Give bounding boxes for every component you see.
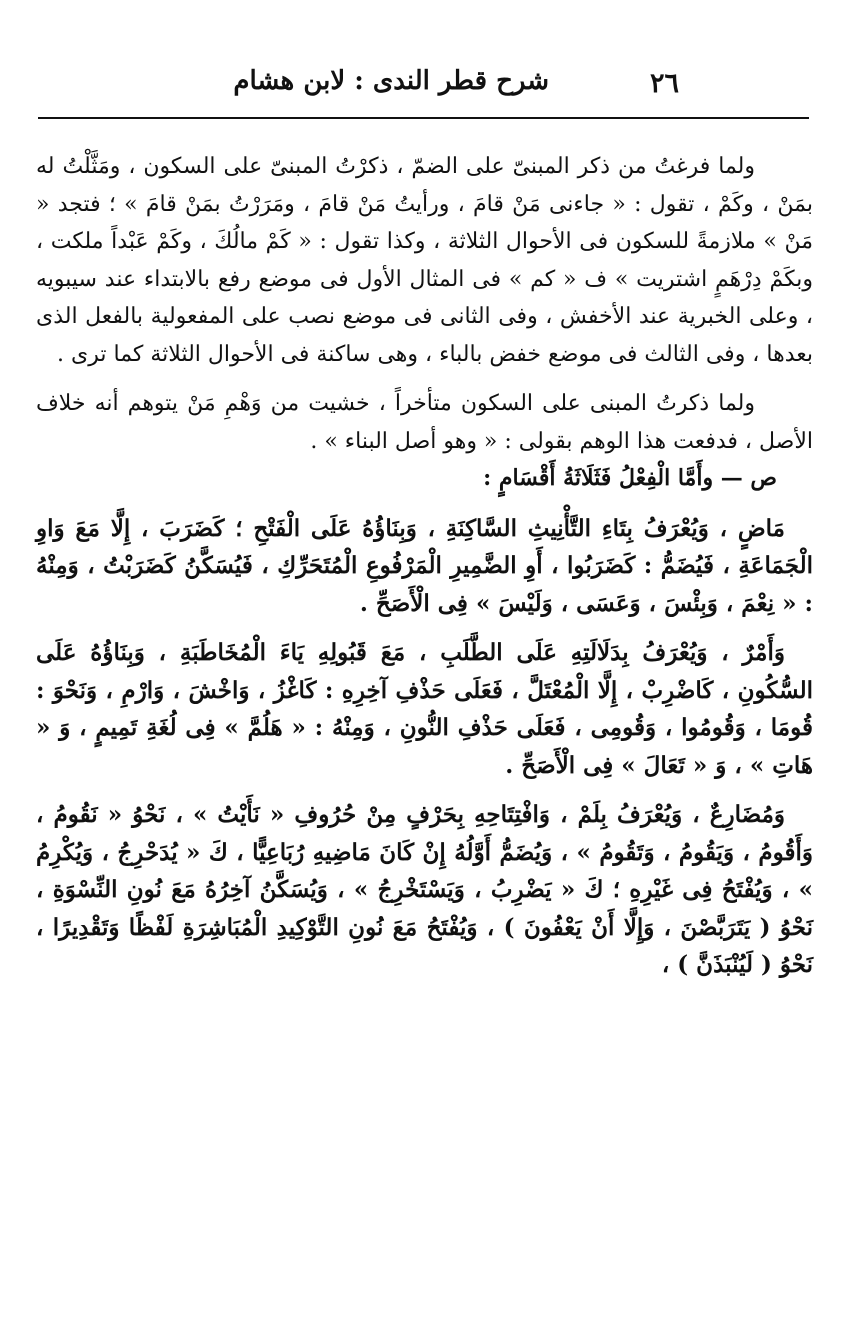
matn-paragraph: وَأَمْرٌ ، وَيُعْرَفُ بِدَلَالَتِهِ عَلَى الطَّلَبِ ، مَعَ قَبُولِهِ يَاءَ الْمُخَاطَبَةِ ، وَبِنَاؤُهُ عَلَى السُّكُونِ ، كَاضْرِبْ ، إِلَّا الْمُعْتَلَّ ، فَعَلَى حَذْفِ آخِرِهِ : كَاغْزُ ، وَاخْشَ ، وَارْمِ ، وَنَحْوَ : قُومَا ، وَقُومُوا ، وَقُومِى ، فَعَلَى حَذْفِ النُّونِ ، وَمِنْهُ : « هَلُمَّ » فِى لُغَةِ تَمِيمٍ ، وَ « هَاتِ » ، وَ « تَعَالَ » فِى الْأَصَحِّ .	[36, 639, 813, 779]
page-header	[40, 62, 809, 108]
page-body	[36, 148, 813, 984]
matn-paragraph: وَمُضَارِعٌ ، وَيُعْرَفُ بِلَمْ ، وَافْتِتَاحِهِ بِحَرْفٍ مِنْ حُرُوفِ « نَأَيْتُ » ، نَحْوُ « نَقُومُ ، وَأَقُومُ ، وَيَقُومُ ، وَتَقُومُ » ، وَيُضَمُّ أَوَّلُهُ إِنْ كَانَ مَاضِيهِ رُبَاعِيًّا ، كَ « يُدَحْرِجُ ، وَيُكْرِمُ » ، وَيُفْتَحُ فِى غَيْرِهِ ؛ كَ « يَضْرِبُ ، وَيَسْتَخْرِجُ » ، وَيُسَكَّنُ آخِرُهُ مَعَ نُونِ النِّسْوَةِ ، نَحْوُ ( يَتَرَبَّصْنَ ، وَإِلَّا أَنْ يَعْفُونَ ) ، وَيُفْتَحُ مَعَ نُونِ التَّوْكِيدِ الْمُبَاشِرَةِ لَفْظًا وَتَقْدِيرًا ، نَحْوُ ( لَيُنْبَذَنَّ ) ،	[36, 801, 813, 978]
matn-paragraph: مَاضٍ ، وَيُعْرَفُ بِتَاءِ التَّأْنِيثِ السَّاكِنَةِ ، وَبِنَاؤُهُ عَلَى الْفَتْحِ ؛ كَضَرَبَ ، إِلَّا مَعَ وَاوِ الْجَمَاعَةِ ، فَيُضَمُّ : كَضَرَبُوا ، أَوِ الضَّمِيرِ الْمَرْفُوعِ الْمُتَحَرِّكِ ، فَيُسَكَّنُ كَضَرَبْتُ ، وَمِنْهُ : « نِعْمَ ، وَبِئْسَ ، وَعَسَى ، وَلَيْسَ » فِى الْأَصَحِّ .	[36, 514, 813, 617]
page-number: ٢٦	[649, 68, 679, 99]
matn-heading: ص — وأَمَّا الْفِعْلُ فَثَلَاثَةُ أَقْسَامٍ :	[483, 465, 777, 491]
commentary-paragraph: ولما فرغتُ من ذكر المبنىّ على الضمّ ، ذكرْتُ المبنىّ على السكون ، ومَثَّلْتُ له بمَنْ ، وكَمْ ، تقول : « جاءنى مَنْ قامَ ، ورأيتُ مَنْ قامَ ، ومَرَرْتُ بمَنْ قامَ » ؛ فتجد « مَنْ » ملازمةً للسكون فى الأحوال الثلاثة ، وكذا تقول : « كَمْ مالُكَ ، وكَمْ عَبْداً ملكت ، وبكَمْ دِرْهَمٍ اشتريت » ف « كم » فى المثال الأول فى موضع رفع بالابتداء عند سيبويه ، وعلى الخبرية عند الأخفش ، وفى الثانى فى موضع نصب على المفعولية بالفعل الذى بعدها ، وفى الثالث فى موضع خفض بالباء ، وهى ساكنة فى الأحوال الثلاثة كما ترى .	[36, 154, 813, 367]
header-rule	[38, 117, 809, 119]
commentary-paragraph: ولما ذكرتُ المبنى على السكون متأخراً ، خشيت من وَهْمِ مَنْ يتوهم أنه خلاف الأصل ، فدفعت هذا الوهم بقولى : « وهو أصل البناء » .	[36, 391, 813, 454]
running-title: شرح قطر الندى : لابن هشام	[233, 66, 549, 96]
